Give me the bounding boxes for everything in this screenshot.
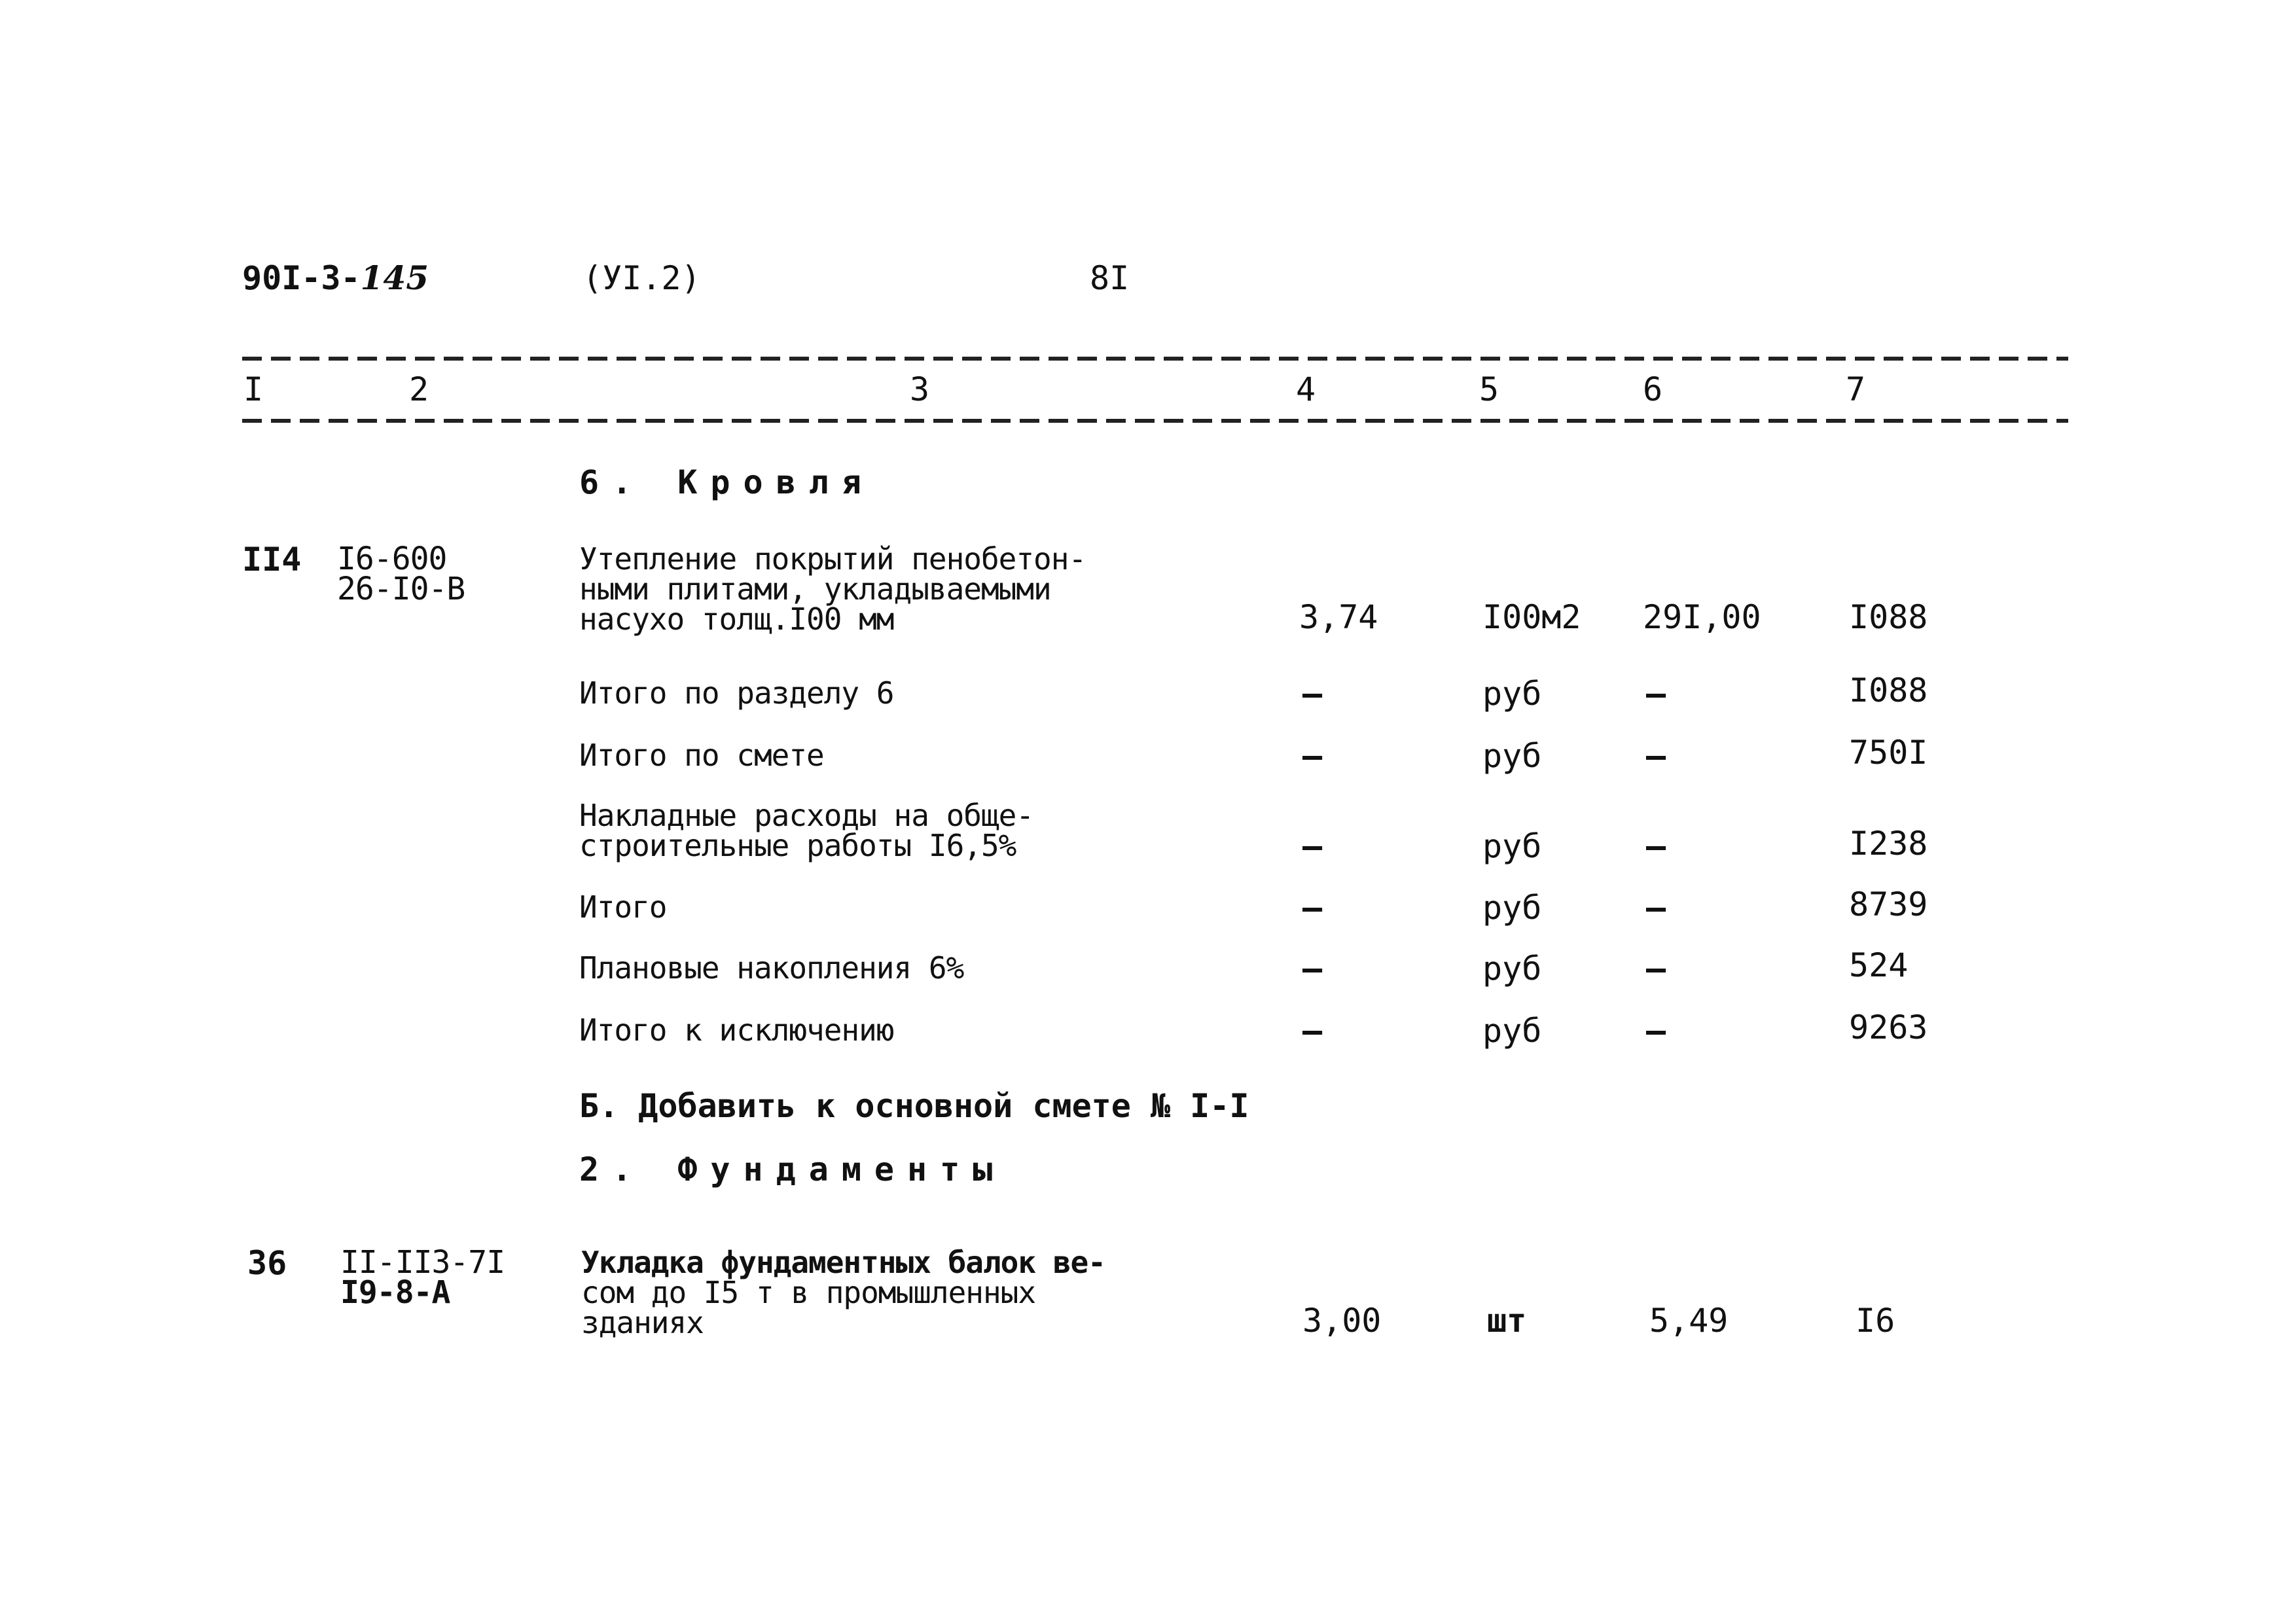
section-heading-foundation: 2. Фундаменты (579, 1150, 1006, 1188)
row-code-secondary: I9-8-А (340, 1274, 450, 1311)
totals-quantity: – (1302, 950, 1323, 988)
totals-quantity: – (1302, 675, 1323, 713)
row-number: II4 (242, 541, 302, 579)
totals-amount: 750I (1849, 734, 1928, 772)
header-bottom-rule (242, 419, 2068, 423)
totals-unit: руб (1482, 675, 1542, 713)
row-total: I6 (1856, 1302, 1895, 1340)
totals-unit: руб (1482, 827, 1542, 865)
totals-label: Итого по разделу 6 (579, 675, 894, 711)
document-code-prefix: 90I-3- (242, 259, 361, 297)
totals-price: – (1646, 737, 1666, 775)
column-header-4: 4 (1296, 370, 1316, 408)
row-unit: шт (1487, 1302, 1527, 1340)
row-unit-price: 29I,00 (1643, 598, 1761, 636)
totals-price: – (1646, 675, 1666, 713)
row-description-line: ными плитами, укладываемыми (579, 571, 1051, 607)
totals-quantity: – (1302, 827, 1323, 865)
totals-unit: руб (1482, 1012, 1542, 1050)
totals-price: – (1646, 1012, 1666, 1050)
row-quantity: 3,74 (1299, 598, 1378, 636)
totals-label: Плановые накопления 6% (579, 950, 964, 986)
row-code-primary: I6-600 (337, 541, 447, 577)
page-number: 8I (1090, 259, 1130, 297)
document-code-handwritten: 145 (360, 259, 429, 297)
header-top-rule (242, 357, 2068, 361)
row-description-line: Укладка фундаментных балок ве- (581, 1245, 1105, 1280)
column-header-3: 3 (910, 370, 930, 408)
totals-quantity: – (1302, 1012, 1323, 1050)
totals-label: Итого (579, 889, 667, 925)
totals-amount: 524 (1849, 946, 1909, 984)
totals-amount: I238 (1849, 825, 1928, 863)
add-to-estimate-heading: Б. Добавить к основной смете № I-I (579, 1087, 1249, 1125)
totals-amount: 9263 (1849, 1008, 1928, 1046)
row-code-secondary: 26-I0-В (337, 571, 465, 607)
totals-price: – (1646, 889, 1666, 927)
totals-unit: руб (1482, 889, 1542, 927)
row-unit: I00м2 (1482, 598, 1581, 636)
totals-price: – (1646, 950, 1666, 988)
totals-price: – (1646, 827, 1666, 865)
column-header-2: 2 (409, 370, 429, 408)
totals-label: Итого по смете (579, 738, 824, 773)
column-header-5: 5 (1479, 370, 1499, 408)
document-code (242, 259, 429, 297)
totals-label: Итого к исключению (579, 1012, 894, 1048)
row-code-primary: II-II3-7I (340, 1244, 505, 1281)
section-code: (УI.2) (583, 259, 701, 297)
row-total: I088 (1849, 598, 1928, 636)
totals-quantity: – (1302, 889, 1323, 927)
totals-amount: 8739 (1849, 885, 1928, 923)
totals-quantity: – (1302, 737, 1323, 775)
totals-unit: руб (1482, 737, 1542, 775)
row-number: 36 (247, 1244, 287, 1282)
row-description-line: сом до I5 т в промышленных (581, 1275, 1036, 1310)
row-description-line: насухо толщ.I00 мм (579, 601, 894, 637)
section-heading-roof: 6. Кровля (579, 463, 874, 501)
totals-label: строительные работы I6,5% (579, 828, 1016, 863)
row-description-line: Утепление покрытий пенобетон- (579, 541, 1086, 577)
totals-unit: руб (1482, 950, 1542, 988)
column-header-6: 6 (1643, 370, 1663, 408)
row-description-line: зданиях (581, 1305, 704, 1340)
totals-label: Накладные расходы на обще- (579, 798, 1034, 833)
column-header-1: I (243, 370, 264, 408)
row-unit-price: 5,49 (1649, 1302, 1729, 1340)
totals-amount: I088 (1849, 671, 1928, 709)
row-quantity: 3,00 (1302, 1302, 1382, 1340)
column-header-7: 7 (1846, 370, 1866, 408)
